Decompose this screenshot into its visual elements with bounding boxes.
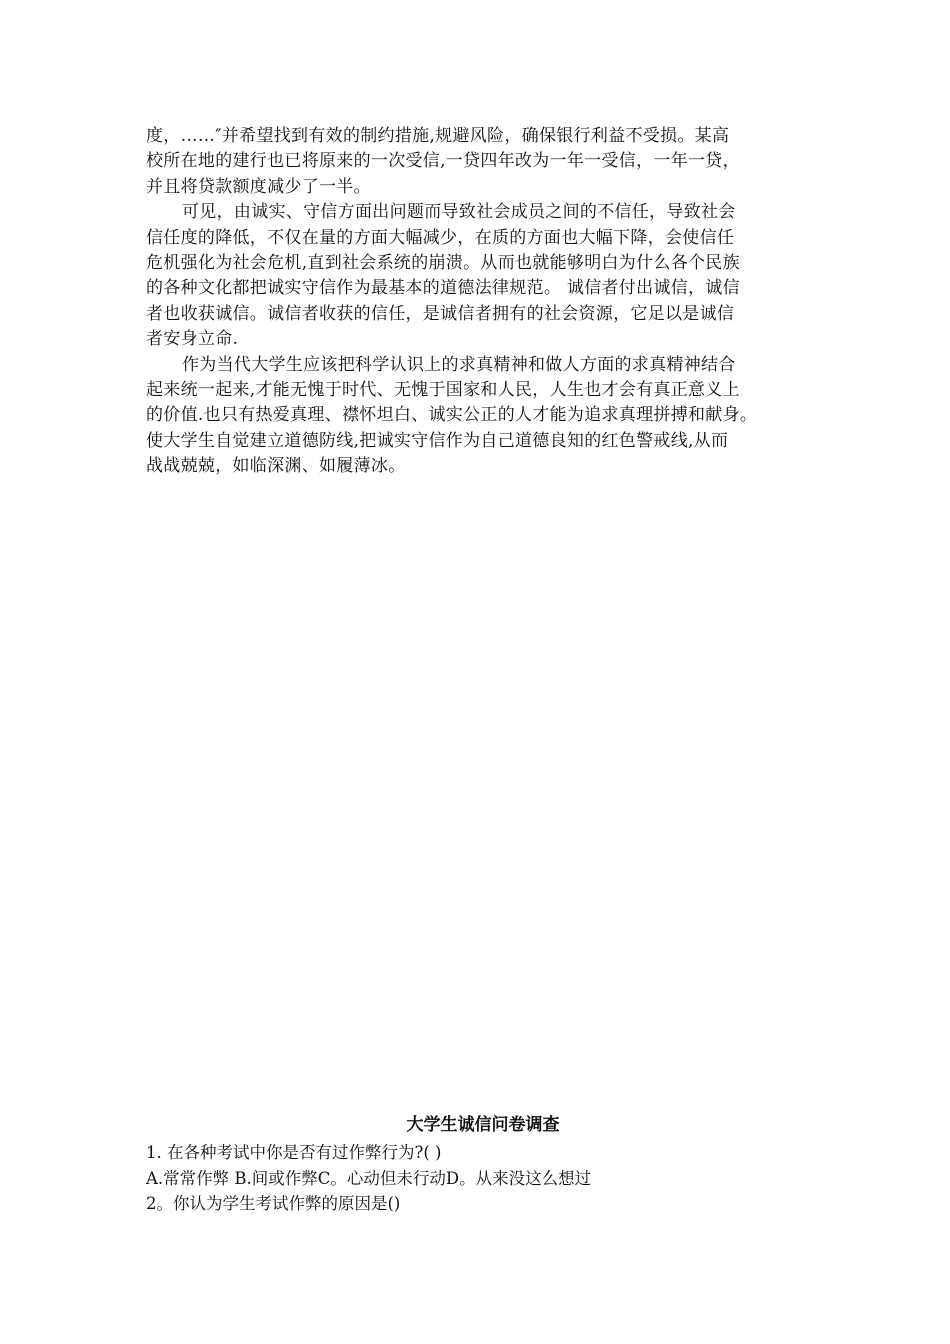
paragraph-start-line: 作为当代大学生应该把科学认识上的求真精神和做人方面的求真精神结合 [182, 354, 736, 375]
essay-line: 起来统一起来,才能无愧于时代、无愧于国家和人民，人生也才会有真正意义上 [146, 379, 740, 400]
essay-line: 度，……″并希望找到有效的制约措施,规避风险，确保银行利益不受损。某高 [146, 126, 730, 146]
essay-line: 并且将贷款额度减少了一半。 [146, 176, 371, 197]
survey-question-1-options: A.常常作弊 B.间或作弊C。心动但未行动D。从来没这么想过 [146, 1168, 592, 1188]
essay-line: 的各种文化都把诚实守信作为最基本的道德法律规范。 诚信者付出诚信，诚信 [146, 278, 740, 299]
essay-line: 的价值.也只有热爱真理、襟怀坦白、诚实公正的人才能为追求真理拼搏和献身。 [146, 405, 758, 426]
essay-line: 者也收获诚信。诚信者收获的信任，是诚信者拥有的社会资源，它足以是诚信 [146, 303, 735, 324]
essay-body [146, 124, 826, 479]
survey-section [146, 1112, 826, 1217]
essay-line: 危机强化为社会危机,直到社会系统的崩溃。从而也就能够明白为什么各个民族 [146, 252, 740, 273]
paragraph-start-line: 可见，由诚实、守信方面出问题而导致社会成员之间的不信任，导致社会 [182, 202, 736, 223]
essay-line: 战战兢兢，如临深渊、如履薄冰。 [146, 456, 406, 477]
survey-question-1: 1. 在各种考试中你是否有过作弊行为?( ) [146, 1143, 442, 1162]
essay-line: 校所在地的建行也已将原来的一次受信,一贷四年改为一年一受信，一年一贷， [146, 151, 740, 172]
survey-question-2: 2。你认为学生考试作弊的原因是() [146, 1194, 401, 1213]
survey-title: 大学生诚信问卷调查 [406, 1115, 560, 1135]
essay-line: 信任度的降低，不仅在量的方面大幅减少，在质的方面也大幅下降，会使信任 [146, 227, 735, 248]
essay-line: 使大学生自觉建立道德防线,把诚实守信作为自己道德良知的红色警戒线,从而 [146, 430, 729, 451]
essay-line: 者安身立命. [146, 329, 239, 350]
